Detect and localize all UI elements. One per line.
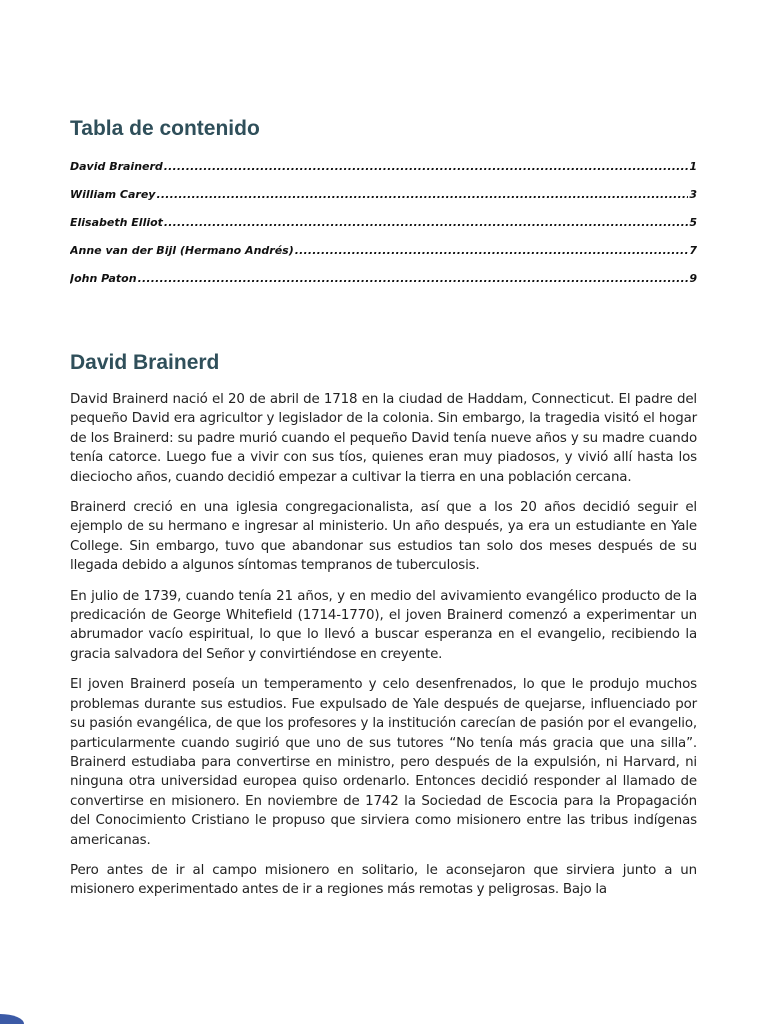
- toc-leader-dots: [164, 216, 688, 229]
- toc-entry-label: John Paton: [70, 272, 137, 285]
- toc-entry-label: William Carey: [70, 188, 156, 201]
- body-paragraph: David Brainerd nació el 20 de abril de 1718 en la ciudad de Haddam, Connecticut. El padre del pequeño David era agricultor y legislador de la colonia. Sin embargo, la tragedia visitó el hogar de los Brainerd: su padre murió cuando el pequeño David tenía nueve años y su madre cuando tenía catorce. Luego fue a vivir con sus tíos, quienes eran muy piadosos, y vivió allí hasta los dieciocho años, cuando decidió empezar a cultivar la tierra en una población cercana.: [70, 392, 697, 485]
- toc-entry-page: 3: [689, 188, 697, 201]
- toc-entry-brainerd[interactable]: [70, 160, 697, 188]
- toc-entry-elliot[interactable]: [70, 216, 697, 244]
- toc-leader-dots: [164, 160, 689, 173]
- toc-entry-page: 9: [689, 272, 697, 285]
- toc-entry-page: 5: [689, 216, 697, 229]
- toc-entry-label: David Brainerd: [70, 160, 163, 173]
- toc-leader-dots: [295, 244, 689, 257]
- toc-entry-label: Elisabeth Elliot: [70, 216, 163, 229]
- body-paragraph: Brainerd creció en una iglesia congregacionalista, así que a los 20 años decidió seguir el ejemplo de su hermano e ingresar al ministerio. Un año después, ya era un estudiante en Yale College. Sin embargo, tuvo que abandonar sus estudios tan solo dos meses después de su llegada debido a algunos síntomas tempranos de tuberculosis.: [70, 500, 697, 574]
- body-paragraph: Pero antes de ir al campo misionero en solitario, le aconsejaron que sirviera junto a un misionero experimentado antes de ir a regiones más remotas y peligrosas. Bajo la: [70, 862, 697, 898]
- corner-accent-shape: [0, 1014, 24, 1024]
- document-page: [70, 112, 697, 911]
- toc-list: [70, 160, 697, 300]
- toc-entry-label: Anne van der Bijl (Hermano Andrés): [70, 244, 294, 257]
- body-paragraph: En julio de 1739, cuando tenía 21 años, y en medio del avivamiento evangélico producto de la predicación de George Whitefield (1714-1770), el joven Brainerd comenzó a experimentar un abrumador vacío espiritual, lo que lo llevó a buscar esperanza en el evangelio, recibiendo la gracia salvadora del Señor y convirtiéndose en creyente.: [70, 588, 697, 662]
- toc-entry-page: 1: [689, 160, 697, 173]
- body-paragraph: El joven Brainerd poseía un temperamento y celo desenfrenados, lo que le produjo muchos problemas durante sus estudios. Fue expulsado de Yale después de quejarse, influenciado por su pasión evangélica, de que los profesores y la institución carecían de pasión por el evangelio, particularmente cuando sugirió que uno de sus tutores “No tenía más gracia que una silla”. Brainerd estudiaba para convertirse en ministro, pero después de la expulsión, ni Harvard, ni ninguna otra universidad europea quiso ordenarlo. Entonces decidió responder al llamado de convertirse en misionero. En noviembre de 1742 la Sociedad de Escocia para la Propagación del Conocimiento Cristiano le propuso que sirviera como misionero entre las tribus indígenas americanas.: [70, 677, 697, 848]
- toc-entry-paton[interactable]: [70, 272, 697, 300]
- toc-title: Tabla de contenido: [70, 117, 260, 140]
- toc-entry-page: 7: [689, 244, 697, 257]
- toc-entry-carey[interactable]: [70, 188, 697, 216]
- toc-entry-van-der-bijl[interactable]: [70, 244, 697, 272]
- section-title: David Brainerd: [70, 351, 220, 374]
- toc-leader-dots: [156, 188, 688, 201]
- toc-leader-dots: [138, 272, 689, 285]
